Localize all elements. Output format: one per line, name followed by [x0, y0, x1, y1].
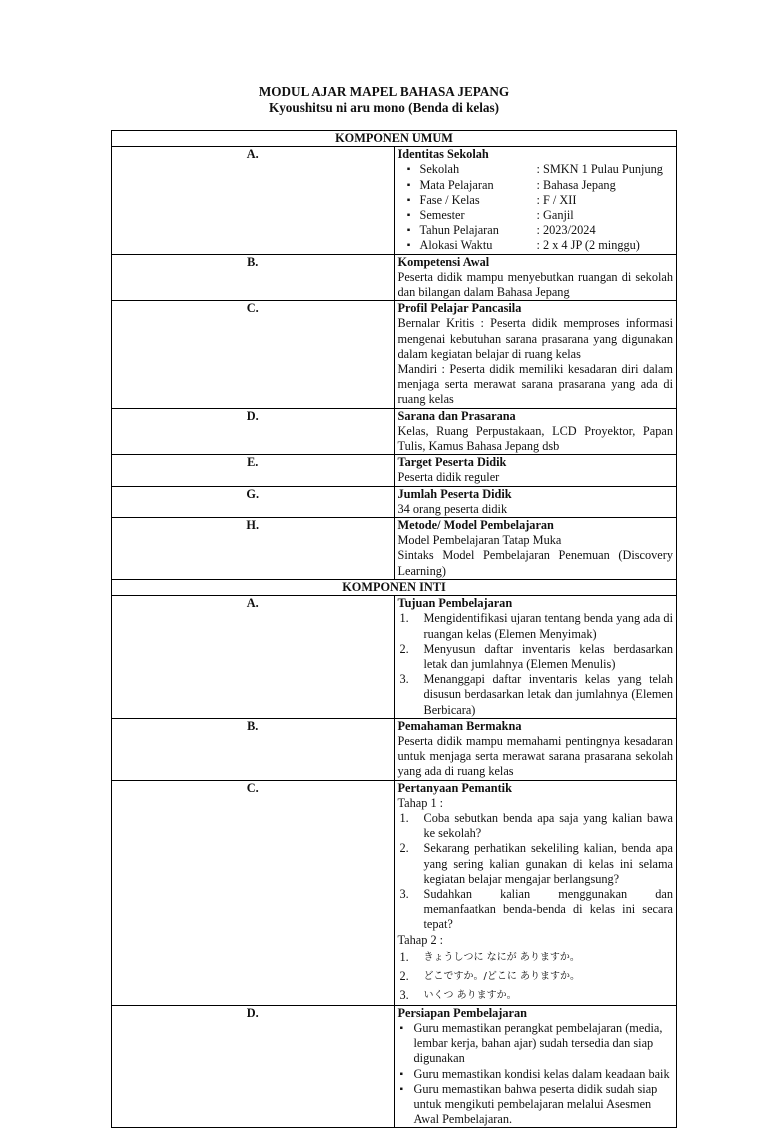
list-number: 1. [399, 949, 409, 964]
identitas-row [398, 178, 674, 193]
section-title: Kompetensi Awal [397, 254, 490, 269]
list-text-japanese: きょうしつに なにが ありますか。 [423, 951, 580, 963]
list-item [400, 672, 674, 718]
section-body [394, 301, 677, 408]
list-text: Sudahkan kalian menggunakan dan memanfaatkan benda-benda di kelas ini secara tepat? [423, 886, 673, 932]
section-text: 34 orang peserta didik [397, 501, 508, 516]
identitas-label: Semester [419, 208, 465, 223]
profil-bernalar-kritis: Bernalar Kritis : Peserta didik memproses informasi mengenai kebutuhan sarana prasarana yang digunakan dalam kegiatan belajar di ruang kelas [397, 316, 673, 361]
profil-mandiri: Mandiri : Peserta didik memiliki kesadaran diri dalam menjaga serta merawat sarana prasarana yang ada di ruang kelas [397, 362, 673, 407]
section-text: Kelas, Ruang Perpustakaan, LCD Proyektor, Papan Tulis, Kamus Bahasa Jepang dsb [397, 423, 673, 454]
section-letter: D. [112, 408, 395, 455]
section-title: Sarana dan Prasarana [397, 408, 516, 423]
identitas-label: Sekolah [419, 162, 460, 177]
section-target [112, 455, 677, 486]
list-text-japanese: どこですか。/どこに ありますか。 [423, 970, 581, 982]
section-body [394, 718, 677, 780]
identitas-value: : 2023/2024 [536, 223, 596, 238]
bullet-icon: ▪ [406, 240, 411, 252]
section-letter: E. [112, 455, 395, 486]
komponen-inti-header: KOMPONEN INTI [112, 579, 677, 595]
section-letter: A. [112, 596, 395, 719]
section-title: Pemahaman Bermakna [397, 718, 522, 733]
list-item [400, 841, 674, 887]
section-body [394, 780, 677, 1005]
bullet-icon: ▪ [399, 1083, 404, 1095]
section-letter: B. [112, 718, 395, 780]
list-text: Guru memastikan kondisi kelas dalam keadaan baik [413, 1066, 670, 1081]
list-text: Mengidentifikasi ujaran tentang benda yang ada di ruangan kelas (Elemen Menyimak) [423, 611, 673, 641]
section-text: Peserta didik reguler [397, 470, 500, 485]
section-title: Target Peserta Didik [397, 455, 507, 470]
tahap-2-label: Tahap 2 : [397, 932, 444, 947]
list-item [400, 1021, 674, 1067]
section-letter: B. [112, 254, 395, 301]
komponen-umum-header: KOMPONEN UMUM [112, 131, 677, 147]
section-title: Persiapan Pembelajaran [397, 1005, 527, 1020]
section-title: Tujuan Pembelajaran [397, 596, 513, 611]
list-number: 1. [399, 611, 409, 626]
list-text: Guru memastikan bahwa peserta didik sudah siap untuk mengikuti pembelajaran melalui Asesmen Awal Pembelajaran. [413, 1081, 658, 1127]
identitas-row [398, 238, 674, 253]
identitas-label: Tahun Pelajaran [419, 223, 499, 238]
list-item [400, 811, 674, 841]
title-line-2: Kyoushitsu ni aru mono (Benda di kelas) [268, 100, 500, 115]
section-body [394, 596, 677, 719]
modul-table [111, 130, 677, 1128]
list-item [400, 967, 674, 986]
section-letter: H. [112, 518, 395, 580]
list-item [400, 1082, 674, 1128]
bullet-icon: ▪ [406, 164, 411, 176]
section-body [394, 254, 677, 301]
list-number: 3. [399, 672, 409, 687]
section-letter: C. [112, 780, 395, 1005]
section-letter: A. [112, 147, 395, 254]
list-item [400, 1067, 674, 1082]
list-item [400, 642, 674, 672]
identitas-value: : 2 x 4 JP (2 minggu) [536, 238, 640, 253]
identitas-row [398, 162, 674, 177]
list-number: 2. [399, 841, 409, 856]
section-sarana [112, 408, 677, 455]
section-body [394, 455, 677, 486]
section-pemahaman [112, 718, 677, 780]
section-pertanyaan [112, 780, 677, 1005]
bullet-icon: ▪ [406, 194, 411, 206]
komponen-umum-header-row [112, 131, 677, 147]
list-text: Coba sebutkan benda apa saja yang kalian bawa ke sekolah? [423, 810, 673, 841]
list-item [400, 887, 674, 933]
identitas-value: : Ganjil [536, 208, 574, 223]
list-item [400, 948, 674, 967]
list-text: Sekarang perhatikan sekeliling kalian, benda apa yang sering kalian gunakan di kelas ini selama kegiatan belajar mengajar berlangsung? [423, 841, 673, 886]
metode-line: Sintaks Model Pembelajaran Penemuan (Discovery Learning) [397, 548, 673, 578]
title-line-1: MODUL AJAR MAPEL BAHASA JEPANG [258, 84, 510, 99]
section-text: Peserta didik mampu memahami pentingnya kesadaran untuk menjaga serta merawat sarana prasarana sekolah yang ada di ruang kelas [397, 733, 673, 779]
identitas-value: : Bahasa Jepang [536, 177, 616, 192]
section-tujuan [112, 596, 677, 719]
bullet-icon: ▪ [406, 179, 411, 191]
document-title [0, 84, 768, 116]
list-item [400, 986, 674, 1005]
bullet-icon: ▪ [399, 1022, 404, 1034]
section-metode [112, 518, 677, 580]
bullet-icon: ▪ [399, 1068, 404, 1080]
section-body [394, 147, 677, 254]
section-title: Profil Pelajar Pancasila [397, 301, 522, 316]
list-number: 2. [399, 641, 409, 656]
komponen-inti-header-row [112, 579, 677, 595]
section-title: Metode/ Model Pembelajaran [397, 518, 554, 533]
section-letter: C. [112, 301, 395, 408]
identitas-value: : F / XII [536, 192, 577, 207]
identitas-label: Fase / Kelas [419, 192, 480, 207]
metode-line: Model Pembelajaran Tatap Muka [397, 533, 562, 548]
section-profil [112, 301, 677, 408]
section-title: Pertanyaan Pemantik [397, 780, 512, 795]
section-title: Identitas Sekolah [397, 147, 489, 162]
list-text: Guru memastikan perangkat pembelajaran (media, lembar kerja, bahan ajar) sudah tersedia dan siap digunakan [413, 1020, 663, 1066]
identitas-row [398, 208, 674, 223]
tahap-1-label: Tahap 1 : [397, 795, 444, 810]
section-body [394, 486, 677, 517]
list-number: 1. [399, 810, 409, 825]
bullet-icon: ▪ [406, 210, 411, 222]
section-kompetensi [112, 254, 677, 301]
list-item [400, 611, 674, 641]
section-text: Peserta didik mampu menyebutkan ruangan di sekolah dan bilangan dalam Bahasa Jepang [397, 269, 673, 300]
identitas-row [398, 223, 674, 238]
section-body [394, 518, 677, 580]
section-letter: D. [112, 1005, 395, 1128]
identitas-label: Alokasi Waktu [419, 238, 493, 253]
section-body [394, 408, 677, 455]
list-text: Menanggapi daftar inventaris kelas yang telah disusun berdasarkan letak dan jumlahnya (Elemen Berbicara) [423, 672, 673, 717]
section-title: Jumlah Peserta Didik [397, 486, 512, 501]
list-number: 3. [399, 987, 409, 1002]
list-text-japanese: いくつ ありますか。 [423, 989, 517, 1001]
identitas-row [398, 193, 674, 208]
section-letter: G. [112, 486, 395, 517]
section-identitas [112, 147, 677, 254]
list-number: 3. [399, 886, 409, 901]
list-number: 2. [399, 968, 409, 983]
bullet-icon: ▪ [406, 225, 411, 237]
identitas-label: Mata Pelajaran [419, 177, 494, 192]
section-jumlah [112, 486, 677, 517]
identitas-value: : SMKN 1 Pulau Punjung [536, 162, 663, 177]
list-text: Menyusun daftar inventaris kelas berdasarkan letak dan jumlahnya (Elemen Menulis) [423, 641, 673, 671]
